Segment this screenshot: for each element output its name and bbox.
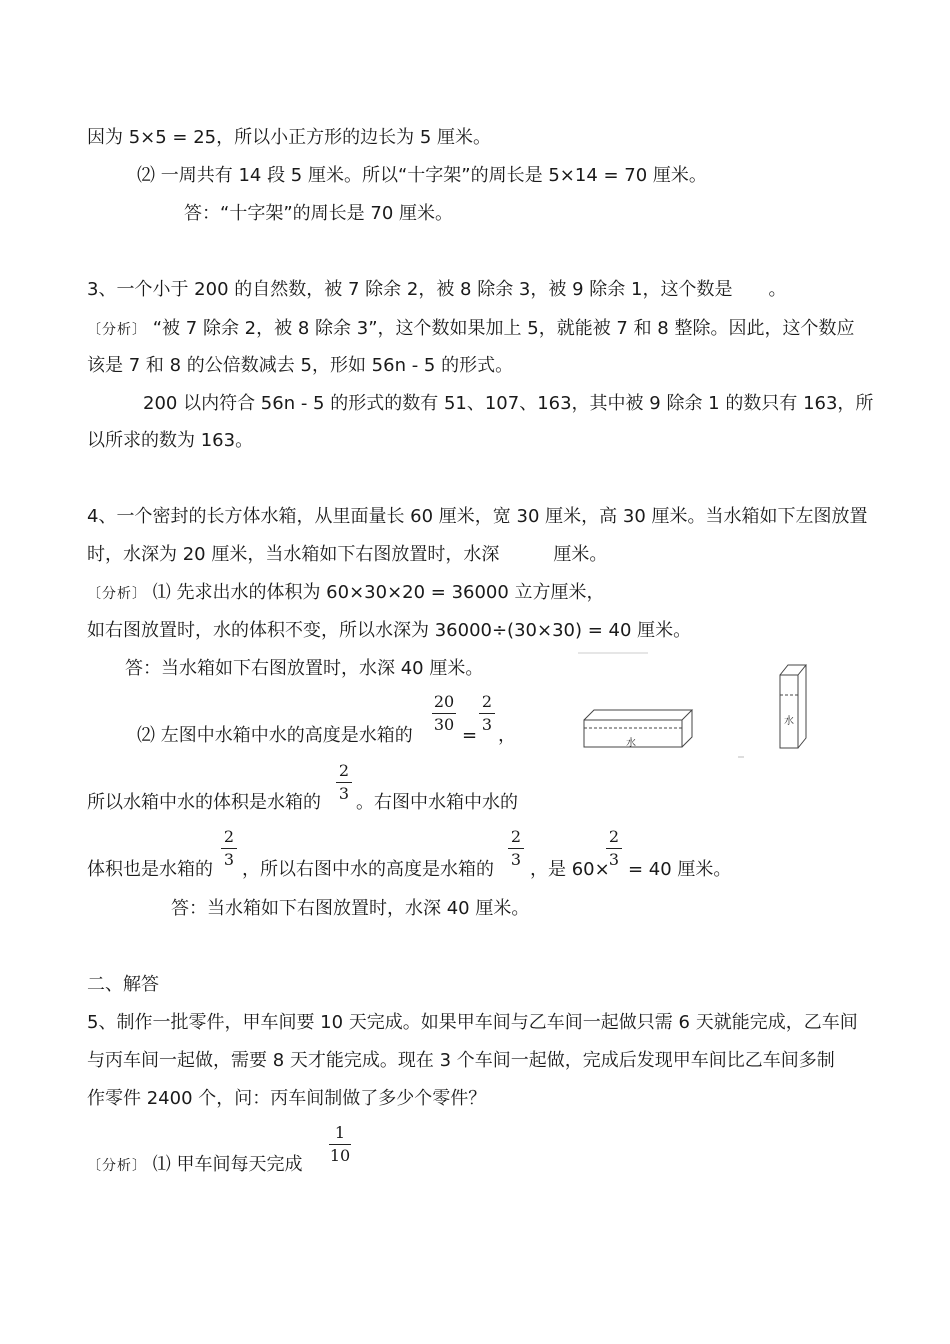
text-segment: ⑵ 左图中水箱中水的高度是水箱的: [137, 725, 413, 746]
text-line: [137, 724, 413, 748]
water-label: 水: [784, 716, 794, 727]
analysis-tag: 〔分析〕: [87, 1158, 147, 1174]
text-line: 因为 5×5 = 25，所以小正方形的边长为 5 厘米。: [87, 127, 492, 148]
fraction-2-3: [606, 828, 622, 869]
fraction-bar: [329, 1144, 351, 1145]
fraction-2-3: [221, 828, 237, 869]
analysis-text: ⑴ 先求出水的体积为 60×30×20 = 36000 立方厘米，: [152, 582, 605, 603]
denominator: 3: [223, 850, 235, 869]
numerator: 2: [223, 827, 235, 846]
answer-line: 答：“十字架”的周长是 70 厘米。: [184, 203, 453, 224]
denominator: 3: [510, 850, 522, 869]
fraction-bar: [479, 713, 495, 714]
section-heading: 二、解答: [87, 974, 159, 995]
answer-line: 答：当水箱如下右图放置时，水深 40 厘米。: [125, 658, 484, 679]
fraction-bar: [606, 848, 622, 849]
question-4-cont: 时，水深为 20 厘米，当水箱如下右图放置时，水深 厘米。: [87, 544, 608, 565]
comma: ，: [498, 725, 516, 746]
text-line: 如右图放置时，水的体积不变，所以水深为 36000÷(30×30) = 40 厘米。: [87, 620, 692, 641]
answer-line: 答：当水箱如下右图放置时，水深 40 厘米。: [171, 898, 530, 919]
equals-sign: =: [462, 725, 478, 746]
analysis-tag: 〔分析〕: [87, 586, 147, 602]
numerator: 2: [510, 827, 522, 846]
fraction-2-3: [508, 828, 524, 869]
denominator: 3: [608, 850, 620, 869]
numerator: 1: [334, 1123, 346, 1142]
fraction-bar: [432, 713, 456, 714]
fraction-1-10: [329, 1124, 351, 1165]
numerator: 2: [481, 692, 493, 711]
analysis-line: [87, 317, 855, 342]
text-line: [87, 791, 321, 815]
text-segment: ，是 60×: [530, 859, 610, 880]
analysis-line: [87, 1153, 302, 1178]
vertical-tank: [780, 665, 806, 748]
question-5: 5、制作一批零件，甲车间要 10 天完成。如果甲车间与乙车间一起做只需 6 天就能完成，乙车间: [87, 1012, 858, 1033]
numerator: 2: [608, 827, 620, 846]
analysis-line: [87, 581, 605, 606]
text-segment: = 40 厘米。: [628, 859, 732, 880]
text-segment: ，所以右图中水的高度是水箱的: [242, 859, 494, 880]
text-line: ⑵ 一周共有 14 段 5 厘米。所以“十字架”的周长是 5×14 = 70 厘米。: [137, 165, 707, 186]
water-label: 水: [626, 738, 636, 749]
denominator: 10: [329, 1146, 351, 1165]
question-5-cont: 作零件 2400 个，问：丙车间制做了多少个零件？: [87, 1088, 487, 1109]
fraction-2-3: [479, 693, 495, 734]
question-3: 3、一个小于 200 的自然数，被 7 除余 2，被 8 除余 3，被 9 除余 1，这个数是 。: [87, 279, 787, 300]
horizontal-tank: [584, 710, 692, 747]
text-line: 该是 7 和 8 的公倍数减去 5，形如 56n - 5 的形式。: [87, 355, 514, 376]
text-line: 以所求的数为 163。: [87, 430, 254, 451]
numerator: 20: [433, 692, 455, 711]
text-line: 200 以内符合 56n - 5 的形式的数有 51、107、163，其中被 9 除余 1 的数只有 163，所: [143, 393, 874, 414]
denominator: 3: [481, 715, 493, 734]
analysis-text: “被 7 除余 2，被 8 除余 3”，这个数如果加上 5，就能被 7 和 8 整除。因此，这个数应: [152, 318, 855, 339]
denominator: 3: [338, 784, 350, 803]
denominator: 30: [433, 715, 455, 734]
text-line: [87, 858, 213, 882]
analysis-tag: 〔分析〕: [87, 322, 147, 338]
water-tank-figure: [578, 650, 838, 762]
fraction-bar: [508, 848, 524, 849]
fraction-2-3: [336, 762, 352, 803]
text-segment: 体积也是水箱的: [87, 859, 213, 880]
text-segment: 所以水箱中水的体积是水箱的: [87, 792, 321, 813]
fraction-20-30: [432, 693, 456, 734]
question-4: 4、一个密封的长方体水箱，从里面量长 60 厘米，宽 30 厘米，高 30 厘米。当水箱如下左图放置: [87, 506, 868, 527]
numerator: 2: [338, 761, 350, 780]
question-5-cont: 与丙车间一起做，需要 8 天才能完成。现在 3 个车间一起做，完成后发现甲车间比乙车间多制: [87, 1050, 835, 1071]
fraction-bar: [336, 782, 352, 783]
text-segment: 。右图中水箱中水的: [356, 792, 518, 813]
fraction-bar: [221, 848, 237, 849]
analysis-text: ⑴ 甲车间每天完成: [152, 1154, 303, 1175]
